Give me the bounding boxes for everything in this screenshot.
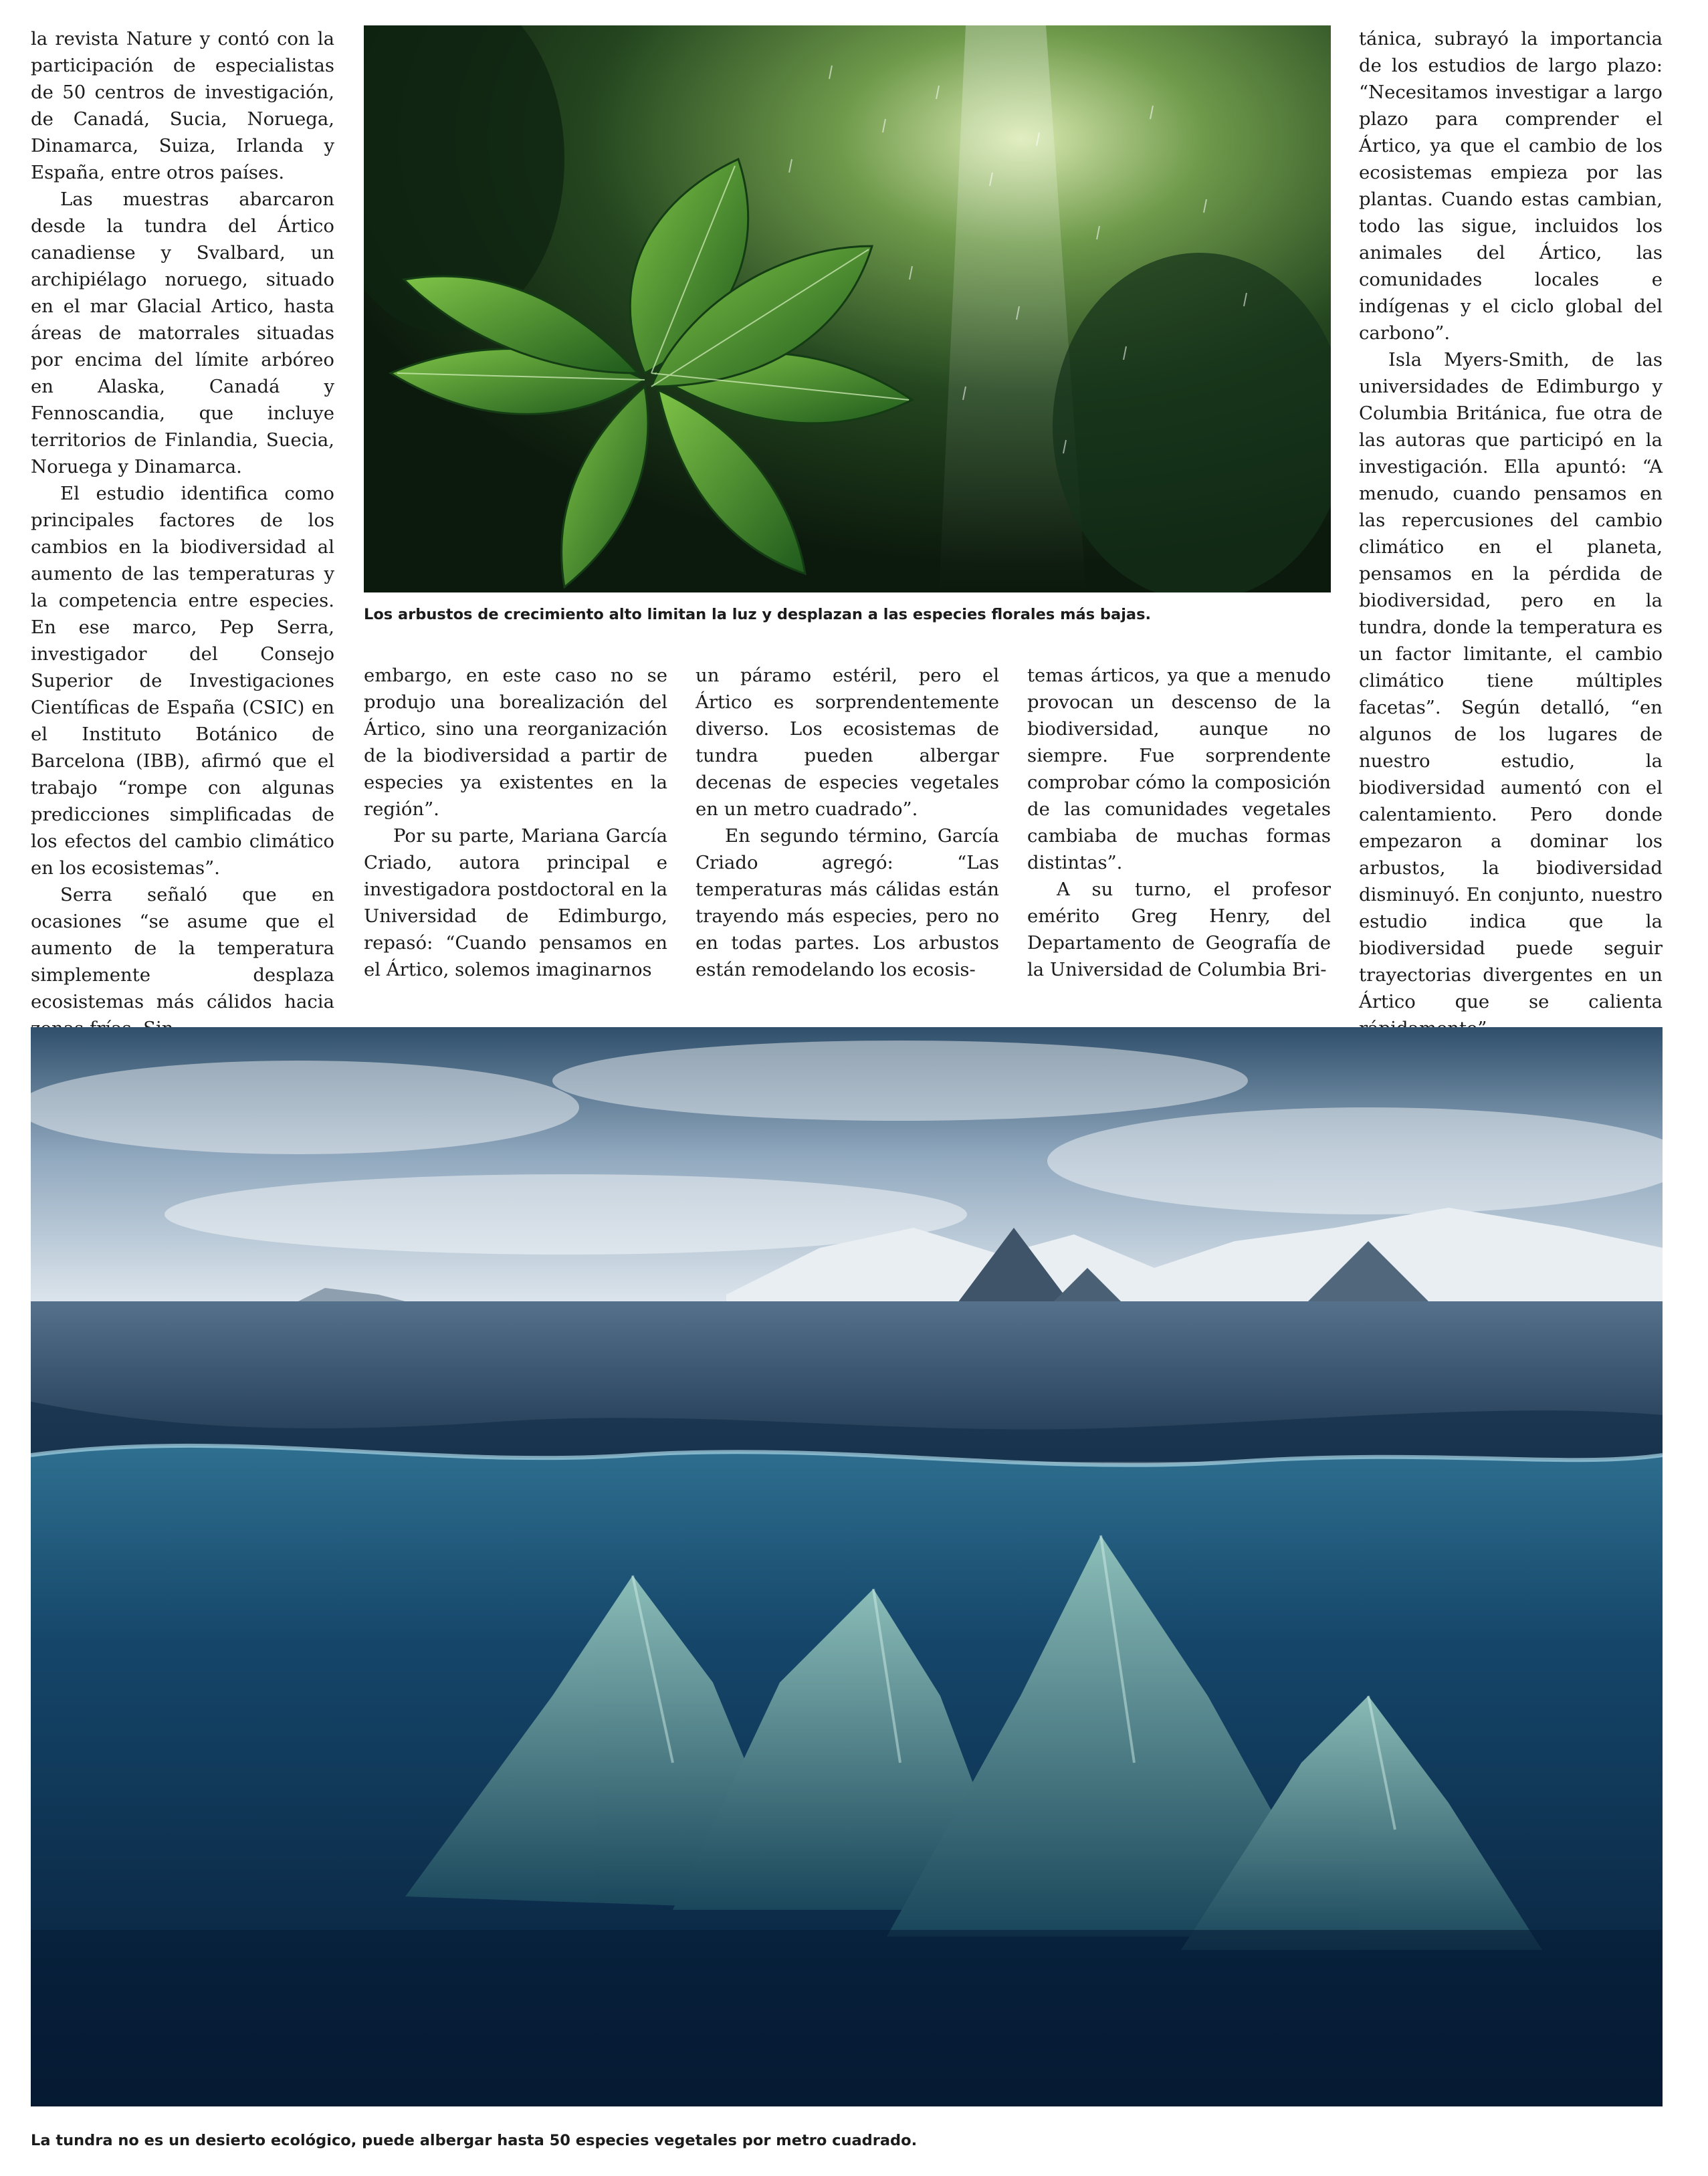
paragraph: Por su parte, Mariana García Criado, autora principal e investigadora postdoctoral en la Universidad de Edimburgo, repasó: “Cuando pensamos en el Ártico, solemos imaginarnos: [364, 825, 667, 980]
rainforest-illustration: [364, 25, 1331, 592]
paragraph: temas árticos, ya que a menudo provocan un descenso de la biodiversidad, aunque no siempre. Fue sorprendente comprobar cómo la composición de las comunidades vegetales cambiaba de muchas formas distintas”.: [1027, 665, 1331, 873]
paragraph: El estudio identifica como principales factores de los cambios en la biodiversidad al aumento de las temperaturas y la competencia entre especies. En ese marco, Pep Serra, investigador del Consejo Superior de Investigaciones Científicas de España (CSIC) en el Instituto Botánico de Barcelona (IBB), afirmó que el trabajo “rompe con algunas predicciones simplificadas de los efectos del cambio climático en los ecosistemas”.: [31, 483, 334, 879]
arctic-ocean-illustration: [31, 1027, 1663, 2106]
article-column-4: [1027, 662, 1331, 983]
paragraph: En segundo término, García Criado agregó: “Las temperaturas más cálidas están trayendo más especies, pero no en todas partes. Los arbustos están remodelando los ecosis-: [696, 825, 999, 980]
paragraph: tánica, subrayó la importancia de los estudios de largo plazo: “Necesitamos investigar a largo plazo para comprender el Ártico, ya que el cambio de los ecosistemas empieza por las plantas. Cuando estas cambian, todo las sigue, incluidos los animales del Ártico, las comunidades locales e indígenas y el ciclo global del carbono”.: [1359, 28, 1663, 344]
article-column-5: [1359, 25, 1663, 1069]
paragraph: Serra señaló que en ocasiones “se asume que el aumento de la temperatura simplemente desplaza ecosistemas más cálidos hacia: [31, 884, 334, 1012]
article-column-1: [31, 25, 334, 1042]
article-column-2: [364, 662, 667, 983]
paragraph: A su turno, el profesor emérito Greg Henry, del Departamento de Geografía de la Universidad de Columbia Bri-: [1027, 879, 1331, 980]
photo-rainforest-leaves: [364, 25, 1331, 592]
paragraph: la revista Nature y contó con la participación de especialistas de 50 centros de investigación, de Canadá, Sucia, Noruega, Dinamarca, Suiza, Irlanda y España, entre otros países.: [31, 28, 334, 183]
photo-caption-top: Los arbustos de crecimiento alto limitan la luz y desplazan a las especies florales más bajas.: [364, 606, 1152, 623]
paragraph: un páramo estéril, pero el Ártico es sorprendentemente diverso. Los ecosistemas de tundra pueden albergar decenas de especies vegetales en un metro cuadrado”.: [696, 665, 999, 820]
photo-caption-bottom: La tundra no es un desierto ecológico, puede albergar hasta 50 especies vegetales por metro cuadrado.: [31, 2132, 918, 2149]
article-column-3: [696, 662, 999, 983]
paragraph: Las muestras abarcaron desde la tundra del Ártico canadiense y Svalbard, un archipiélago noruego, situado en el mar Glacial Artico, hasta áreas de matorrales situadas por encima del límite arbóreo en Alaska, Canadá y Fennoscandia, que incluye territorios de Finlandia, Suecia, Noruega y Dinamarca.: [31, 189, 334, 477]
paragraph: Isla Myers-Smith, de las universidades de Edimburgo y Columbia Británica, fue otra de las autoras que participó en la investigación. Ella apuntó: “A menudo, cuando pensamos en las repercusiones del cambio climático en el planeta, pensamos en la pérdida de biodiversidad, pero en la tundra, donde la temperatura es un factor limitante, el cambio climático tiene múltiples facetas”. Según detalló, “en algunos de los lugares de nuestro estudio, la biodiversidad aumentó con el calentamiento. Pero donde empezaron a dominar los arbustos, la biodiversidad disminuyó. En conjunto, nuestro estudio indica que la biodiversidad puede seguir trayectorias divergentes en un Ártico que se calienta: [1359, 349, 1663, 1012]
photo-arctic-ocean: [31, 1027, 1663, 2106]
paragraph: embargo, en este caso no se produjo una borealización del Ártico, sino una reorganización de la biodiversidad a partir de especies ya existentes en la región”.: [364, 665, 667, 820]
